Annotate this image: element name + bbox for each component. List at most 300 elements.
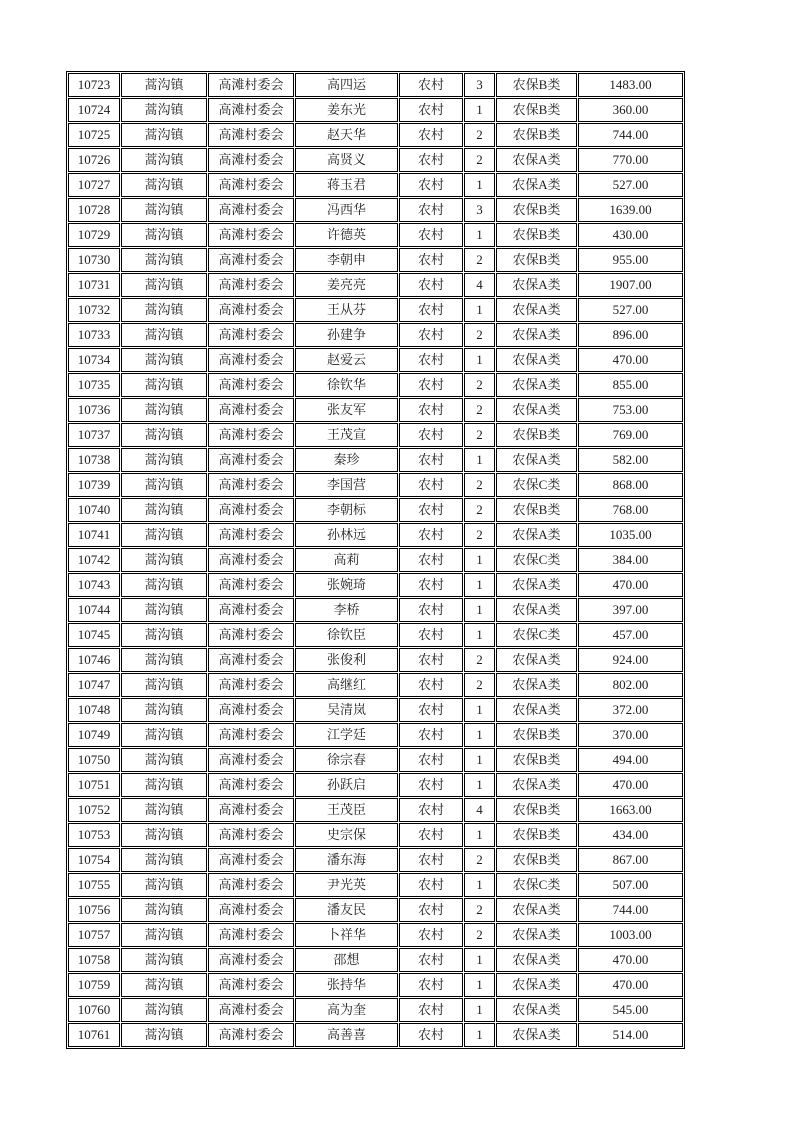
cell-village-committee: 高滩村委会 [208,498,294,522]
cell-serial-number: 10741 [68,523,120,547]
cell-household-type: 农村 [399,973,463,997]
cell-person-name: 高莉 [295,548,398,572]
cell-town: 蒿沟镇 [121,373,207,397]
cell-household-type: 农村 [399,848,463,872]
cell-amount: 582.00 [578,448,683,472]
cell-person-name: 尹光英 [295,873,398,897]
cell-household-type: 农村 [399,198,463,222]
cell-serial-number: 10751 [68,773,120,797]
cell-amount: 768.00 [578,498,683,522]
cell-amount: 507.00 [578,873,683,897]
cell-insurance-class: 农保A类 [496,323,577,347]
cell-person-count: 1 [464,623,495,647]
cell-serial-number: 10758 [68,948,120,972]
cell-person-count: 2 [464,898,495,922]
table-row [68,223,683,247]
cell-town: 蒿沟镇 [121,473,207,497]
cell-serial-number: 10755 [68,873,120,897]
cell-town: 蒿沟镇 [121,598,207,622]
table-row [68,73,683,97]
cell-amount: 457.00 [578,623,683,647]
cell-person-count: 2 [464,423,495,447]
cell-household-type: 农村 [399,723,463,747]
cell-household-type: 农村 [399,798,463,822]
cell-village-committee: 高滩村委会 [208,323,294,347]
cell-insurance-class: 农保A类 [496,348,577,372]
cell-person-count: 1 [464,348,495,372]
cell-household-type: 农村 [399,948,463,972]
cell-household-type: 农村 [399,148,463,172]
cell-serial-number: 10746 [68,648,120,672]
cell-household-type: 农村 [399,523,463,547]
cell-person-count: 1 [464,823,495,847]
cell-person-name: 邵想 [295,948,398,972]
cell-amount: 397.00 [578,598,683,622]
table-row [68,498,683,522]
cell-serial-number: 10748 [68,698,120,722]
table-row [68,98,683,122]
cell-person-count: 2 [464,673,495,697]
cell-person-count: 1 [464,723,495,747]
cell-insurance-class: 农保A类 [496,373,577,397]
cell-household-type: 农村 [399,298,463,322]
cell-village-committee: 高滩村委会 [208,898,294,922]
cell-amount: 744.00 [578,123,683,147]
table-row [68,773,683,797]
cell-insurance-class: 农保B类 [496,223,577,247]
cell-person-name: 孙跃启 [295,773,398,797]
cell-amount: 372.00 [578,698,683,722]
cell-person-count: 1 [464,448,495,472]
cell-person-count: 1 [464,998,495,1022]
cell-insurance-class: 农保A类 [496,998,577,1022]
cell-town: 蒿沟镇 [121,323,207,347]
cell-household-type: 农村 [399,873,463,897]
cell-village-committee: 高滩村委会 [208,548,294,572]
table-row [68,198,683,222]
cell-serial-number: 10747 [68,673,120,697]
cell-household-type: 农村 [399,623,463,647]
table-row [68,998,683,1022]
cell-serial-number: 10727 [68,173,120,197]
cell-insurance-class: 农保C类 [496,473,577,497]
table-row [68,373,683,397]
cell-village-committee: 高滩村委会 [208,198,294,222]
cell-serial-number: 10756 [68,898,120,922]
cell-household-type: 农村 [399,823,463,847]
table-row [68,123,683,147]
cell-person-name: 李桥 [295,598,398,622]
cell-amount: 1663.00 [578,798,683,822]
cell-household-type: 农村 [399,673,463,697]
table-row [68,398,683,422]
table-row [68,598,683,622]
cell-insurance-class: 农保A类 [496,1023,577,1047]
cell-serial-number: 10740 [68,498,120,522]
cell-amount: 769.00 [578,423,683,447]
cell-household-type: 农村 [399,123,463,147]
cell-village-committee: 高滩村委会 [208,723,294,747]
cell-village-committee: 高滩村委会 [208,298,294,322]
cell-serial-number: 10744 [68,598,120,622]
cell-village-committee: 高滩村委会 [208,398,294,422]
cell-person-count: 3 [464,198,495,222]
cell-amount: 1907.00 [578,273,683,297]
cell-person-name: 史宗保 [295,823,398,847]
cell-person-count: 1 [464,1023,495,1047]
table-row [68,273,683,297]
cell-insurance-class: 农保B类 [496,423,577,447]
cell-amount: 855.00 [578,373,683,397]
cell-serial-number: 10753 [68,823,120,847]
cell-village-committee: 高滩村委会 [208,373,294,397]
cell-household-type: 农村 [399,898,463,922]
cell-amount: 384.00 [578,548,683,572]
cell-insurance-class: 农保A类 [496,148,577,172]
cell-serial-number: 10743 [68,573,120,597]
cell-town: 蒿沟镇 [121,423,207,447]
cell-village-committee: 高滩村委会 [208,1023,294,1047]
cell-town: 蒿沟镇 [121,573,207,597]
cell-village-committee: 高滩村委会 [208,123,294,147]
cell-village-committee: 高滩村委会 [208,98,294,122]
cell-town: 蒿沟镇 [121,898,207,922]
cell-village-committee: 高滩村委会 [208,148,294,172]
cell-insurance-class: 农保B类 [496,823,577,847]
cell-person-name: 秦珍 [295,448,398,472]
cell-person-name: 高善喜 [295,1023,398,1047]
cell-serial-number: 10736 [68,398,120,422]
cell-insurance-class: 农保B类 [496,123,577,147]
cell-insurance-class: 农保C类 [496,873,577,897]
cell-town: 蒿沟镇 [121,73,207,97]
cell-amount: 494.00 [578,748,683,772]
cell-town: 蒿沟镇 [121,623,207,647]
cell-person-count: 1 [464,698,495,722]
cell-insurance-class: 农保B类 [496,848,577,872]
cell-insurance-class: 农保B类 [496,73,577,97]
cell-insurance-class: 农保A类 [496,698,577,722]
cell-serial-number: 10754 [68,848,120,872]
cell-amount: 770.00 [578,148,683,172]
cell-person-name: 姜亮亮 [295,273,398,297]
cell-town: 蒿沟镇 [121,948,207,972]
cell-household-type: 农村 [399,273,463,297]
cell-household-type: 农村 [399,748,463,772]
table-row [68,698,683,722]
cell-person-name: 许德英 [295,223,398,247]
table-row [68,823,683,847]
cell-serial-number: 10761 [68,1023,120,1047]
cell-amount: 470.00 [578,948,683,972]
cell-person-name: 高继红 [295,673,398,697]
cell-village-committee: 高滩村委会 [208,873,294,897]
cell-insurance-class: 农保A类 [496,923,577,947]
table-row [68,323,683,347]
cell-village-committee: 高滩村委会 [208,598,294,622]
cell-insurance-class: 农保A类 [496,398,577,422]
cell-serial-number: 10724 [68,98,120,122]
records-table-body [68,73,683,1047]
cell-town: 蒿沟镇 [121,548,207,572]
cell-household-type: 农村 [399,248,463,272]
cell-amount: 896.00 [578,323,683,347]
cell-amount: 527.00 [578,173,683,197]
cell-person-count: 2 [464,323,495,347]
table-row [68,748,683,772]
cell-town: 蒿沟镇 [121,923,207,947]
cell-village-committee: 高滩村委会 [208,773,294,797]
cell-insurance-class: 农保A类 [496,973,577,997]
cell-insurance-class: 农保A类 [496,573,577,597]
cell-amount: 802.00 [578,673,683,697]
cell-insurance-class: 农保A类 [496,523,577,547]
cell-person-name: 吴清岚 [295,698,398,722]
cell-household-type: 农村 [399,373,463,397]
cell-insurance-class: 农保A类 [496,598,577,622]
cell-insurance-class: 农保A类 [496,673,577,697]
cell-household-type: 农村 [399,648,463,672]
cell-person-count: 1 [464,948,495,972]
cell-person-count: 4 [464,273,495,297]
cell-serial-number: 10733 [68,323,120,347]
cell-person-count: 3 [464,73,495,97]
cell-town: 蒿沟镇 [121,823,207,847]
cell-household-type: 农村 [399,323,463,347]
cell-household-type: 农村 [399,998,463,1022]
cell-serial-number: 10739 [68,473,120,497]
table-row [68,798,683,822]
cell-person-count: 2 [464,498,495,522]
cell-person-count: 1 [464,173,495,197]
cell-serial-number: 10726 [68,148,120,172]
cell-serial-number: 10732 [68,298,120,322]
cell-amount: 1003.00 [578,923,683,947]
cell-person-count: 1 [464,223,495,247]
table-row [68,723,683,747]
cell-town: 蒿沟镇 [121,223,207,247]
cell-serial-number: 10723 [68,73,120,97]
table-row [68,473,683,497]
cell-household-type: 农村 [399,773,463,797]
cell-village-committee: 高滩村委会 [208,448,294,472]
cell-town: 蒿沟镇 [121,1023,207,1047]
cell-insurance-class: 农保B类 [496,198,577,222]
cell-town: 蒿沟镇 [121,998,207,1022]
cell-serial-number: 10745 [68,623,120,647]
cell-serial-number: 10734 [68,348,120,372]
cell-household-type: 农村 [399,573,463,597]
cell-amount: 370.00 [578,723,683,747]
cell-serial-number: 10737 [68,423,120,447]
cell-person-count: 1 [464,548,495,572]
table-row [68,173,683,197]
table-row [68,898,683,922]
cell-serial-number: 10749 [68,723,120,747]
cell-person-name: 张俊利 [295,648,398,672]
table-row [68,248,683,272]
cell-household-type: 农村 [399,698,463,722]
cell-town: 蒿沟镇 [121,248,207,272]
cell-person-name: 李朝标 [295,498,398,522]
cell-village-committee: 高滩村委会 [208,348,294,372]
cell-insurance-class: 农保A类 [496,298,577,322]
cell-town: 蒿沟镇 [121,648,207,672]
cell-person-name: 张友军 [295,398,398,422]
cell-village-committee: 高滩村委会 [208,823,294,847]
cell-amount: 1483.00 [578,73,683,97]
cell-insurance-class: 农保A类 [496,773,577,797]
cell-insurance-class: 农保A类 [496,173,577,197]
cell-village-committee: 高滩村委会 [208,273,294,297]
cell-person-name: 冯西华 [295,198,398,222]
cell-amount: 470.00 [578,773,683,797]
cell-insurance-class: 农保A类 [496,898,577,922]
cell-household-type: 农村 [399,423,463,447]
cell-person-name: 王从芬 [295,298,398,322]
cell-serial-number: 10760 [68,998,120,1022]
table-row [68,548,683,572]
cell-serial-number: 10757 [68,923,120,947]
cell-serial-number: 10728 [68,198,120,222]
cell-village-committee: 高滩村委会 [208,798,294,822]
table-row [68,848,683,872]
cell-person-name: 徐钦臣 [295,623,398,647]
cell-serial-number: 10725 [68,123,120,147]
cell-household-type: 农村 [399,98,463,122]
cell-town: 蒿沟镇 [121,523,207,547]
cell-serial-number: 10759 [68,973,120,997]
cell-town: 蒿沟镇 [121,198,207,222]
cell-person-count: 1 [464,298,495,322]
cell-amount: 470.00 [578,973,683,997]
table-row [68,348,683,372]
cell-insurance-class: 农保A类 [496,273,577,297]
cell-person-name: 张持华 [295,973,398,997]
cell-person-name: 王茂臣 [295,798,398,822]
cell-town: 蒿沟镇 [121,398,207,422]
cell-serial-number: 10752 [68,798,120,822]
cell-village-committee: 高滩村委会 [208,698,294,722]
cell-insurance-class: 农保B类 [496,798,577,822]
cell-serial-number: 10735 [68,373,120,397]
cell-person-name: 卜祥华 [295,923,398,947]
cell-person-name: 徐宗春 [295,748,398,772]
cell-town: 蒿沟镇 [121,173,207,197]
cell-village-committee: 高滩村委会 [208,948,294,972]
table-row [68,973,683,997]
cell-insurance-class: 农保B类 [496,98,577,122]
cell-household-type: 农村 [399,73,463,97]
cell-person-count: 1 [464,598,495,622]
cell-person-count: 1 [464,773,495,797]
cell-town: 蒿沟镇 [121,973,207,997]
cell-person-name: 高四运 [295,73,398,97]
cell-insurance-class: 农保A类 [496,948,577,972]
cell-amount: 867.00 [578,848,683,872]
cell-person-name: 潘东海 [295,848,398,872]
cell-town: 蒿沟镇 [121,298,207,322]
cell-town: 蒿沟镇 [121,348,207,372]
cell-village-committee: 高滩村委会 [208,998,294,1022]
cell-household-type: 农村 [399,173,463,197]
cell-serial-number: 10730 [68,248,120,272]
cell-person-count: 2 [464,523,495,547]
benefit-records-table [66,71,685,1049]
cell-person-name: 高贤义 [295,148,398,172]
cell-person-name: 赵爱云 [295,348,398,372]
cell-village-committee: 高滩村委会 [208,848,294,872]
cell-household-type: 农村 [399,398,463,422]
cell-person-name: 蒋玉君 [295,173,398,197]
cell-person-name: 王茂宣 [295,423,398,447]
cell-town: 蒿沟镇 [121,873,207,897]
cell-household-type: 农村 [399,223,463,247]
table-row [68,573,683,597]
cell-household-type: 农村 [399,598,463,622]
cell-town: 蒿沟镇 [121,148,207,172]
cell-town: 蒿沟镇 [121,273,207,297]
cell-person-name: 李国营 [295,473,398,497]
cell-town: 蒿沟镇 [121,748,207,772]
table-row [68,423,683,447]
cell-person-count: 2 [464,473,495,497]
cell-village-committee: 高滩村委会 [208,423,294,447]
cell-person-count: 2 [464,373,495,397]
cell-amount: 1639.00 [578,198,683,222]
cell-person-name: 徐钦华 [295,373,398,397]
cell-village-committee: 高滩村委会 [208,173,294,197]
table-row [68,873,683,897]
cell-insurance-class: 农保A类 [496,448,577,472]
cell-person-count: 2 [464,248,495,272]
cell-person-count: 1 [464,873,495,897]
cell-person-count: 2 [464,648,495,672]
table-row [68,648,683,672]
cell-serial-number: 10731 [68,273,120,297]
cell-amount: 360.00 [578,98,683,122]
cell-household-type: 农村 [399,448,463,472]
table-row [68,298,683,322]
cell-town: 蒿沟镇 [121,498,207,522]
cell-town: 蒿沟镇 [121,723,207,747]
cell-person-count: 2 [464,398,495,422]
cell-town: 蒿沟镇 [121,848,207,872]
cell-person-count: 2 [464,848,495,872]
cell-person-count: 2 [464,148,495,172]
cell-insurance-class: 农保C类 [496,548,577,572]
cell-serial-number: 10742 [68,548,120,572]
cell-person-name: 赵天华 [295,123,398,147]
cell-person-name: 孙建争 [295,323,398,347]
table-row [68,623,683,647]
cell-town: 蒿沟镇 [121,98,207,122]
cell-amount: 744.00 [578,898,683,922]
cell-amount: 545.00 [578,998,683,1022]
cell-person-count: 1 [464,573,495,597]
cell-amount: 1035.00 [578,523,683,547]
cell-insurance-class: 农保A类 [496,648,577,672]
cell-village-committee: 高滩村委会 [208,748,294,772]
cell-amount: 514.00 [578,1023,683,1047]
cell-insurance-class: 农保B类 [496,498,577,522]
cell-village-committee: 高滩村委会 [208,523,294,547]
cell-village-committee: 高滩村委会 [208,973,294,997]
cell-village-committee: 高滩村委会 [208,673,294,697]
cell-household-type: 农村 [399,548,463,572]
cell-village-committee: 高滩村委会 [208,248,294,272]
cell-amount: 753.00 [578,398,683,422]
